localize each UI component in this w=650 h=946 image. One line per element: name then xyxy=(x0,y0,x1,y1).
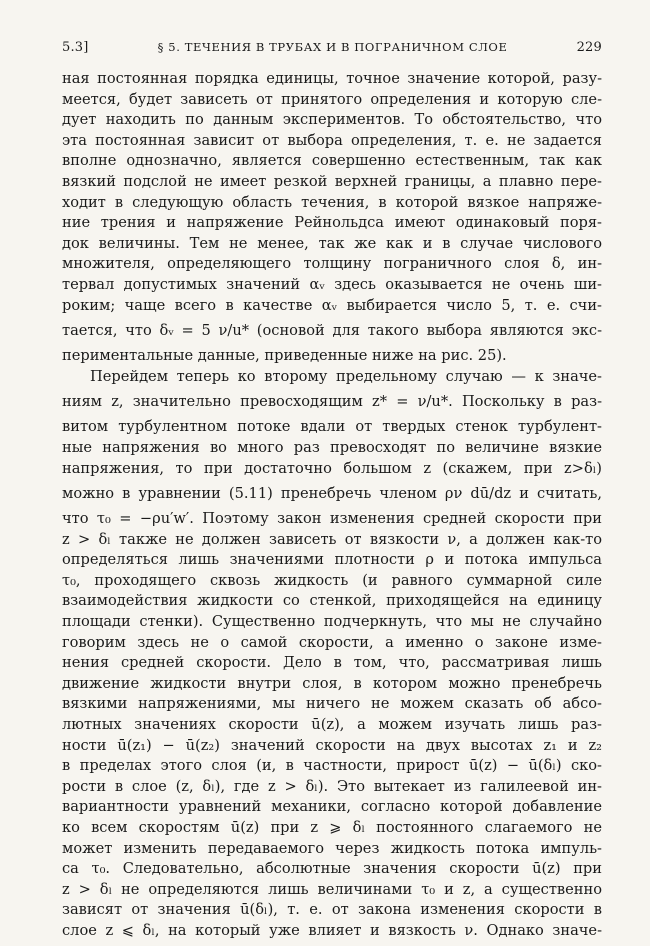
chapter-title: § 5. ТЕЧЕНИЯ В ТРУБАХ И В ПОГРАНИЧНОМ СЛОЕ xyxy=(157,40,508,54)
text-line: слое z ⩽ δₗ, на который уже влияет и вязкость ν. Однако значе- xyxy=(62,921,602,939)
text-line: вариантности уравнений механики, согласно которой добавление xyxy=(62,798,602,816)
text-line: множителя, определяющего толщину пограничного слоя δ, ин- xyxy=(62,255,602,273)
text-line: вполне однозначно, является совершенно естественным, так как xyxy=(62,152,602,170)
text-line: что τ₀ = −ρu′w′. Поэтому закон изменения средней скорости при xyxy=(62,510,602,528)
text-line: движение жидкости внутри слоя, в котором можно пренебречь xyxy=(62,674,602,692)
text-line: дует находить по данным экспериментов. То обстоятельство, что xyxy=(62,111,602,129)
text-line-formula: тается, что δᵥ = 5 ν/u* (основой для такого выбора являются экс- xyxy=(62,322,602,340)
text-line: Перейдем теперь ко второму предельному случаю — к значе- xyxy=(90,367,602,385)
text-line: тервал допустимых значений αᵥ здесь оказывается не очень ши- xyxy=(62,275,602,293)
text-line: зависят от значения ū(δₗ), т. е. от закона изменения скорости в xyxy=(62,901,602,919)
text-line: ние трения и напряжение Рейнольдса имеют одинаковый поря- xyxy=(62,214,602,232)
text-line: вязкими напряжениями, мы ничего не можем сказать об абсо- xyxy=(62,695,602,713)
text-line: z > δₗ также не должен зависеть от вязкости ν, а должен как-то xyxy=(62,530,602,548)
paragraph-2 xyxy=(62,367,602,942)
text-line: ходит в следующую область течения, в которой вязкое напряже- xyxy=(62,193,602,211)
text-line: в пределах этого слоя (и, в частности, прирост ū(z) − ū(δₗ) ско- xyxy=(62,757,602,775)
text-line: вязкий подслой не имеет резкой верхней границы, а плавно пере- xyxy=(62,172,602,190)
text-line: са τ₀. Следовательно, абсолютные значения скорости ū(z) при xyxy=(62,860,602,878)
text-line: площади стенки). Существенно подчеркнуть, что мы не случайно xyxy=(62,613,602,631)
text-line: ная постоянная порядка единицы, точное значение которой, разу- xyxy=(62,70,602,87)
text-line-formula: ниям z, значительно превосходящим z* = ν/u*. Поскольку в раз- xyxy=(62,393,602,411)
text-line: меется, будет зависеть от принятого определения и которую сле- xyxy=(62,90,602,108)
text-line: ко всем скоростям ū(z) при z ⩾ δₗ постоянного слагаемого не xyxy=(62,819,602,836)
text-line: говорим здесь не о самой скорости, а именно о законе изме- xyxy=(62,633,602,651)
text-line: ные напряжения во много раз превосходят по величине вязкие xyxy=(62,438,602,456)
text-line: взаимодействия жидкости со стенкой, приходящейся на единицу xyxy=(62,592,602,610)
page-number: 229 xyxy=(576,40,602,55)
running-header xyxy=(62,40,602,55)
text-line-formula: можно в уравнении (5.11) пренебречь членом ρν dū/dz и считать, xyxy=(62,485,602,503)
text-line: эта постоянная зависит от выбора определения, т. е. не задается xyxy=(62,131,602,149)
text-line: может изменить передаваемого через жидкость потока импуль- xyxy=(62,839,602,857)
section-number: 5.3] xyxy=(62,40,89,55)
text-line: док величины. Тем не менее, так же как и в случае числового xyxy=(62,234,602,252)
text-line: роким; чаще всего в качестве αᵥ выбирается число 5, т. е. счи- xyxy=(62,296,602,314)
text-line: τ₀, проходящего сквозь жидкость (и равного суммарной силе xyxy=(62,571,602,589)
text-line: витом турбулентном потоке вдали от твердых стенок турбулент- xyxy=(62,418,602,436)
text-line: лютных значениях скорости ū(z), а можем изучать лишь раз- xyxy=(62,716,602,734)
text-line: периментальные данные, приведенные ниже на рис. 25). xyxy=(62,347,507,365)
book-page xyxy=(62,40,602,942)
text-line: z > δₗ не определяются лишь величинами τ₀ и z, а существенно xyxy=(62,880,602,898)
text-line: ности ū(z₁) − ū(z₂) значений скорости на двух высотах z₁ и z₂ xyxy=(62,736,602,754)
text-line: определяться лишь значениями плотности ρ и потока импульса xyxy=(62,551,602,569)
text-line: нения средней скорости. Дело в том, что, рассматривая лишь xyxy=(62,654,602,672)
paragraph-1 xyxy=(62,69,602,367)
text-line: напряжения, то при достаточно большом z (скажем, при z>δₗ) xyxy=(62,459,602,477)
text-line: рости в слое (z, δₗ), где z > δₗ). Это вытекает из галилеевой ин- xyxy=(62,777,602,795)
